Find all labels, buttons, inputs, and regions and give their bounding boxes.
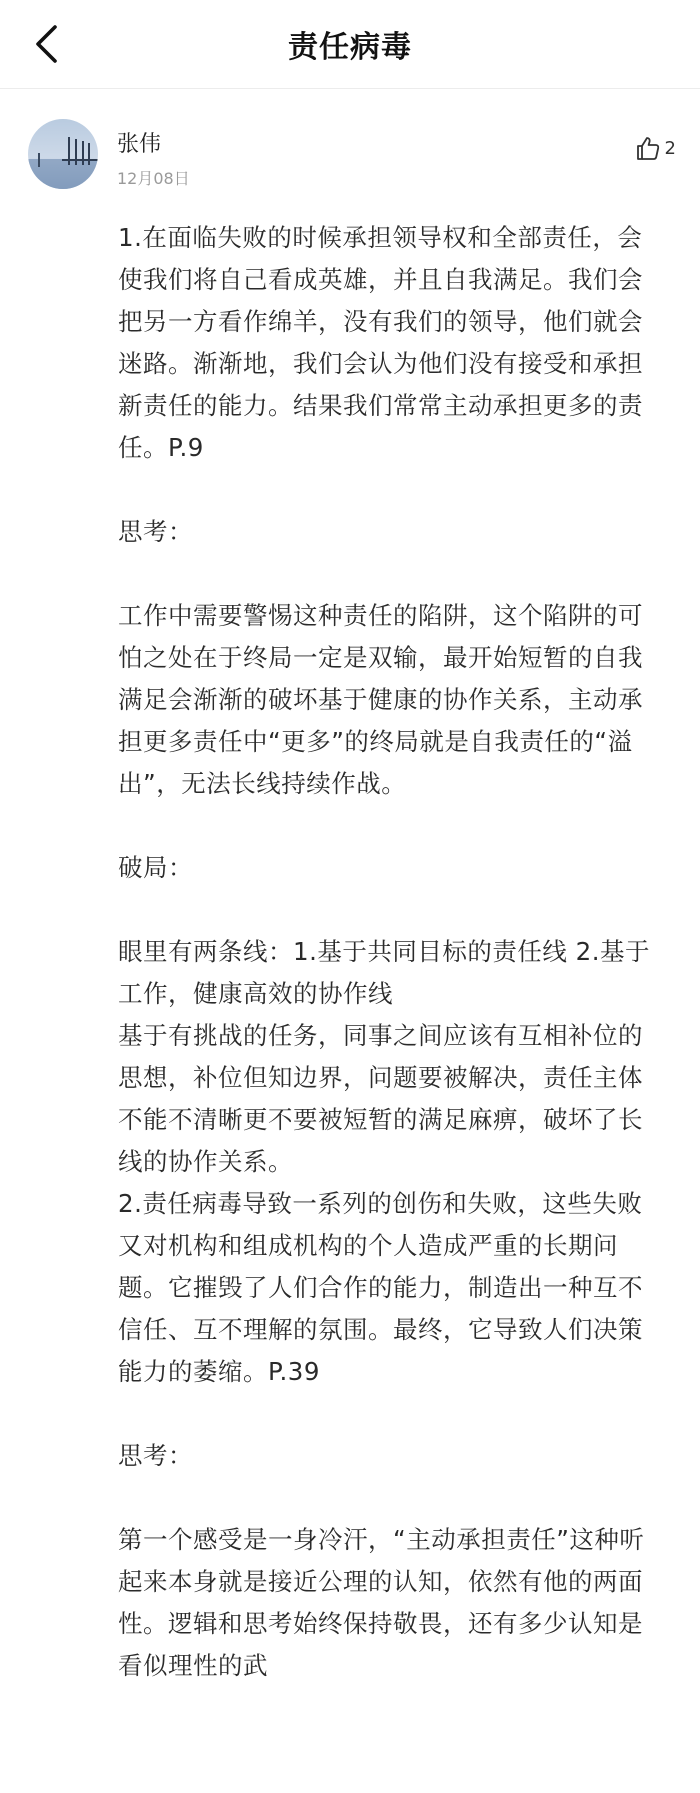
paragraph: 工作中需要警惕这种责任的陷阱，这个陷阱的可怕之处在于终局一定是双输，最开始短暂的自我满足会渐渐的破坏基于健康的协作关系，主动承担更多责任中“更多”的终局就是自我责任的“溢出”，无法长线持续作战。 (118, 601, 643, 798)
avatar-image (28, 119, 98, 189)
paragraph-gap (118, 553, 664, 595)
paragraph-gap (118, 889, 664, 931)
paragraph: 破局： (118, 853, 193, 882)
like-button[interactable] (635, 135, 676, 161)
chevron-left-icon (33, 24, 59, 64)
top-bar (0, 0, 700, 89)
like-count: 2 (664, 137, 676, 159)
post-meta (117, 127, 190, 189)
paragraph: 第一个感受是一身冷汗，“主动承担责任”这种听起来本身就是接近公理的认知，依然有他的两面性。逻辑和思考始终保持敬畏，还有多少认知是看似理性的武 (118, 1525, 645, 1680)
back-button[interactable] (26, 22, 66, 66)
post-content (0, 199, 700, 1687)
paragraph: 思考： (118, 517, 193, 546)
paragraph: 基于有挑战的任务，同事之间应该有互相补位的思想，补位但知边界，问题要被解决，责任主体不能不清晰更不要被短暂的满足麻痹，破坏了长线的协作关系。 (118, 1021, 643, 1176)
page-title: 责任病毒 (288, 30, 412, 65)
thumbs-up-icon (635, 135, 661, 161)
author-name[interactable]: 张伟 (117, 132, 162, 157)
paragraph-gap (118, 1393, 664, 1435)
post-date: 12月08日 (117, 169, 190, 188)
paragraph: 2.责任病毒导致一系列的创伤和失败，这些失败又对机构和组成机构的个人造成严重的长期问题。它摧毁了人们合作的能力，制造出一种互不信任、互不理解的氛围。最终，它导致人们决策能力的萎缩。P.39 (118, 1189, 643, 1386)
paragraph-gap (118, 1477, 664, 1519)
paragraph-gap (118, 469, 664, 511)
paragraph: 眼里有两条线：1.基于共同目标的责任线 2.基于工作，健康高效的协作线 (118, 937, 651, 1008)
avatar[interactable] (28, 119, 98, 189)
post-header (0, 89, 700, 199)
paragraph: 1.在面临失败的时候承担领导权和全部责任，会使我们将自己看成英雄，并且自我满足。我们会把另一方看作绵羊，没有我们的领导，他们就会迷路。渐渐地，我们会认为他们没有接受和承担新责任的能力。结果我们常常主动承担更多的责任。P.9 (118, 223, 643, 462)
paragraph-gap (118, 805, 664, 847)
paragraph: 思考： (118, 1441, 193, 1470)
